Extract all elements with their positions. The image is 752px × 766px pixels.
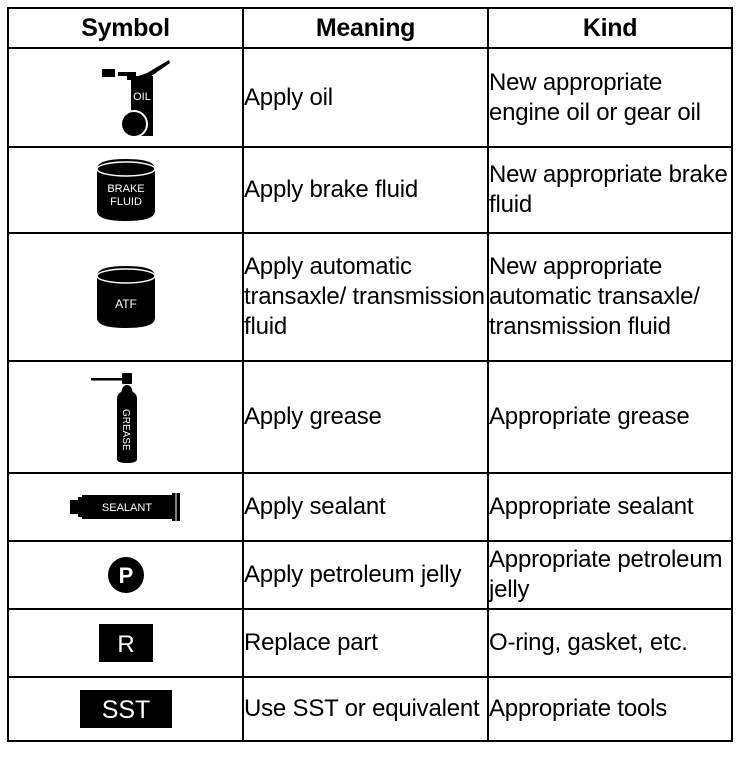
- symbol-cell: [8, 147, 243, 233]
- table-row: [8, 677, 732, 741]
- symbol-cell: [8, 541, 243, 609]
- symbol-cell: [8, 609, 243, 677]
- meaning-cell: [243, 233, 488, 361]
- kind-text: New appropriate brake fluid: [489, 161, 728, 218]
- kind-text: Appropriate grease: [489, 403, 690, 430]
- kind-cell: [488, 609, 732, 677]
- symbol-cell: [8, 473, 243, 541]
- sealant-tube-icon: [66, 491, 186, 523]
- meaning-text: Apply grease: [244, 403, 382, 430]
- table-row: [8, 361, 732, 473]
- kind-text: New appropriate automatic transaxle/ transmission fluid: [489, 253, 700, 340]
- kind-cell: [488, 147, 732, 233]
- svg-text:ATF: ATF: [114, 297, 137, 311]
- svg-text:SST: SST: [101, 696, 150, 724]
- atf-can-icon: [91, 264, 161, 330]
- brake-fluid-can-icon: [91, 157, 161, 223]
- symbol-cell: [8, 48, 243, 147]
- kind-cell: [488, 677, 732, 741]
- symbol-cell: [8, 361, 243, 473]
- meaning-cell: [243, 541, 488, 609]
- meaning-text: Apply petroleum jelly: [244, 561, 462, 588]
- kind-text: Appropriate sealant: [489, 493, 694, 520]
- svg-text:SEALANT: SEALANT: [101, 502, 152, 514]
- meaning-cell: [243, 677, 488, 741]
- symbol-cell: [8, 677, 243, 741]
- kind-cell: [488, 233, 732, 361]
- symbol-legend-table: [7, 7, 733, 742]
- svg-text:BRAKE: BRAKE: [106, 183, 145, 195]
- svg-text:GREASE: GREASE: [119, 409, 131, 451]
- kind-cell: [488, 473, 732, 541]
- meaning-text: Apply brake fluid: [244, 176, 419, 203]
- meaning-cell: [243, 48, 488, 147]
- meaning-text: Apply sealant: [244, 493, 386, 520]
- header-kind: Kind: [488, 8, 732, 48]
- grease-spray-can-icon: [91, 369, 161, 465]
- kind-text: Appropriate tools: [489, 695, 668, 722]
- meaning-text: Use SST or equivalent: [244, 695, 480, 722]
- symbol-cell: [8, 233, 243, 361]
- meaning-text: Replace part: [244, 629, 378, 656]
- svg-text:FLUID: FLUID: [109, 196, 142, 208]
- table-row: [8, 609, 732, 677]
- svg-text:P: P: [118, 563, 133, 588]
- meaning-cell: [243, 609, 488, 677]
- svg-text:R: R: [116, 631, 135, 658]
- header-symbol: Symbol: [8, 8, 243, 48]
- replace-part-icon: [99, 624, 153, 662]
- kind-cell: [488, 48, 732, 147]
- sst-icon: [80, 690, 172, 728]
- header-meaning: Meaning: [243, 8, 488, 48]
- kind-text: New appropriate engine oil or gear oil: [489, 68, 701, 126]
- table-row: [8, 48, 732, 147]
- kind-cell: [488, 541, 732, 609]
- meaning-text: Apply automatic transaxle/ transmission fluid: [244, 253, 485, 340]
- meaning-text: Apply oil: [244, 83, 333, 111]
- table-row: [8, 233, 732, 361]
- kind-text: O-ring, gasket, etc.: [489, 629, 688, 656]
- svg-text:OIL: OIL: [132, 90, 151, 103]
- kind-cell: [488, 361, 732, 473]
- meaning-cell: [243, 361, 488, 473]
- kind-text: Appropriate petroleum jelly: [489, 546, 723, 603]
- table-row: [8, 541, 732, 609]
- table-row: [8, 147, 732, 233]
- petroleum-jelly-icon: [106, 555, 146, 595]
- meaning-cell: [243, 473, 488, 541]
- table-row: [8, 473, 732, 541]
- header-row: [8, 8, 732, 48]
- oil-can-icon: [71, 56, 181, 140]
- meaning-cell: [243, 147, 488, 233]
